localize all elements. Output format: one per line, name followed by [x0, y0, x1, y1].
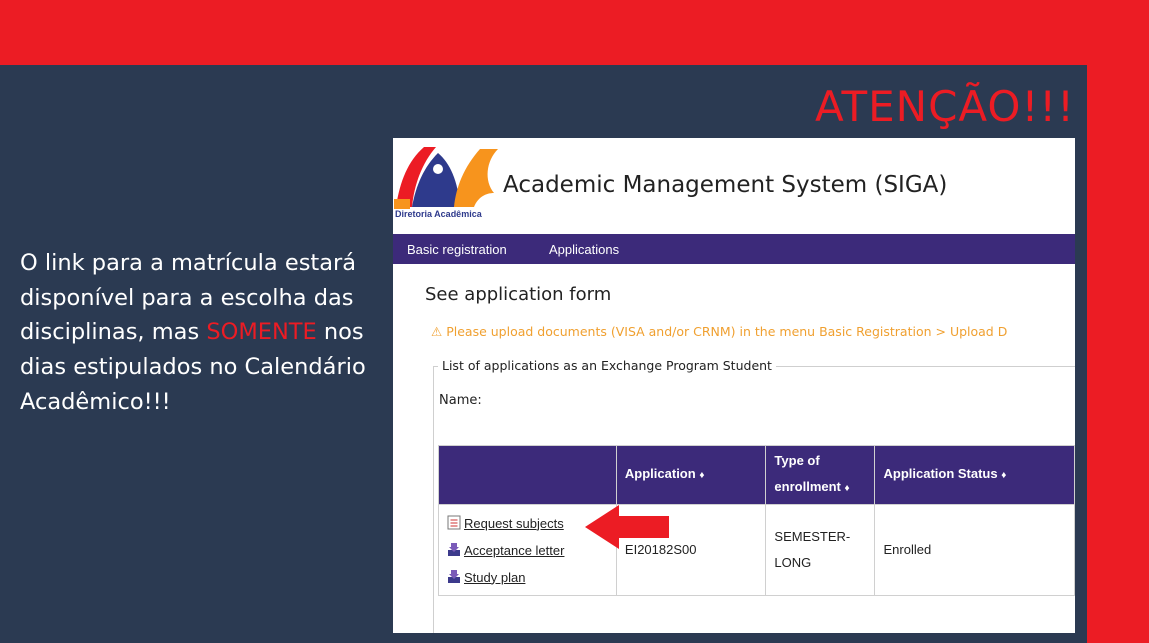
request-subjects-label: Request subjects [464, 515, 564, 531]
org-name: Diretoria Acadêmica [395, 209, 482, 219]
table-row [439, 505, 1075, 596]
acceptance-letter-label: Acceptance letter [464, 542, 565, 558]
study-plan-label: Study plan [464, 569, 526, 585]
header-status[interactable] [875, 446, 1075, 505]
header-type-label: Type of enrollment [774, 453, 841, 494]
siga-screenshot [393, 138, 1075, 633]
fieldset-legend: List of applications as an Exchange Program Student [438, 358, 776, 373]
study-plan-link[interactable] [447, 564, 616, 591]
message-highlight: SOMENTE [206, 319, 317, 346]
warning-icon: ⚠ [431, 324, 443, 339]
status-cell: Enrolled [875, 505, 1075, 596]
menu-basic-registration[interactable]: Basic registration [407, 242, 507, 257]
type-cell: SEMESTER-LONG [766, 505, 875, 596]
header-application[interactable] [616, 446, 766, 505]
headline: ATENÇÃO!!! [815, 82, 1075, 131]
system-title: Academic Management System (SIGA) [503, 172, 948, 198]
message-part-1: O link para a matrícula estará disponível para a escolha das disciplinas, mas [20, 250, 357, 346]
download-icon [447, 542, 461, 557]
table-header-row [439, 446, 1075, 505]
name-label: Name: [439, 393, 482, 408]
header-actions [439, 446, 617, 505]
header-application-label: Application [624, 466, 696, 481]
menu-bar [393, 234, 1075, 264]
page-title: See application form [425, 284, 612, 305]
application-cell: EI20182S00 [616, 505, 766, 596]
applications-table [438, 445, 1075, 596]
download-icon [447, 569, 461, 584]
header-type[interactable] [766, 446, 875, 505]
instruction-text [20, 246, 392, 420]
red-arrow-icon [583, 503, 671, 551]
sort-icon: ♦ [1001, 470, 1007, 481]
sort-icon: ♦ [844, 483, 850, 494]
upload-warning [431, 324, 1007, 339]
message-part-2: nos dias estipulados no Calendário Acadêmico!!! [20, 319, 366, 415]
menu-applications[interactable]: Applications [549, 242, 620, 257]
form-icon [447, 515, 461, 530]
sort-icon: ♦ [699, 470, 705, 481]
header-status-label: Application Status [883, 466, 998, 481]
warning-text: Please upload documents (VISA and/or CRNM) in the menu Basic Registration > Upload D [446, 324, 1008, 339]
